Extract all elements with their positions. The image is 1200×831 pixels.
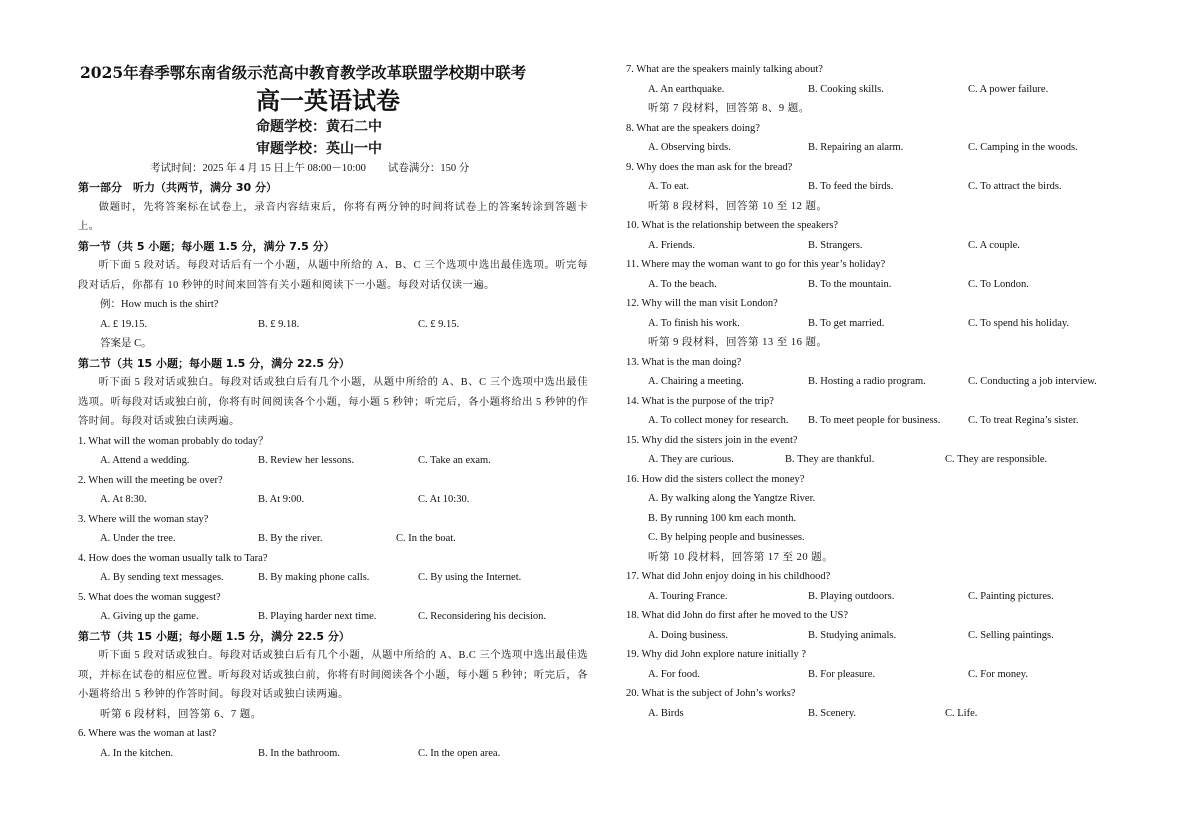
option: A. In the kitchen. [100,747,174,759]
option: B. They are thankful. [785,454,875,465]
example-question: 例：How much is the shirt? [100,299,219,310]
question-text: 3. Where will the woman stay? [78,513,209,525]
example-options [78,315,588,335]
option: A. An earthquake. [648,83,725,95]
option: C. £ 9.15. [418,318,460,330]
question-text: 15. Why did the sisters join in the event? [626,434,798,446]
option: A. They are curious. [648,454,734,465]
question-block [626,119,1146,158]
option: C. Painting pictures. [968,590,1054,602]
option: B. Scenery. [808,707,857,719]
question-text: 5. What does the woman suggest? [78,591,221,603]
option: B. To feed the birds. [808,181,894,192]
option: A. Attend a wedding. [100,455,190,466]
material-6-note: 听第 6 段材料，回答第 6、7 题。 [100,708,262,720]
option: B. Cooking skills. [808,83,884,95]
question-options [626,626,1146,646]
question-options [626,314,1146,334]
option: A. Doing business. [648,629,728,641]
option: C. A power failure. [968,83,1049,95]
option: B. For pleasure. [808,668,876,680]
question-block [626,567,1146,606]
material-9-note: 听第 9 段材料，回答第 13 至 16 题。 [648,337,828,348]
question-options [626,587,1146,607]
question-text: 13. What is the man doing? [626,356,742,368]
section2b-title: 第二节（共 15 小题；每小题 1.5 分，满分 22.5 分） [78,629,350,643]
option: C. In the boat. [396,533,456,544]
question-options [78,607,588,627]
option: A. Friends. [648,239,695,251]
question-block [78,471,588,510]
option: C. Life. [945,707,978,719]
question-options [626,177,1146,197]
option: B. By running 100 km each month. [648,512,797,524]
question-block [626,60,1146,99]
question-text: 9. Why does the man ask for the bread? [626,161,793,173]
option: B. To the mountain. [808,278,892,290]
option: A. Under the tree. [100,533,176,544]
option: C. By helping people and businesses. [648,532,805,543]
question-block [626,392,1146,431]
option: A. Birds [648,707,684,719]
option: B. Review her lessons. [258,455,354,466]
question-text: 16. How did the sisters collect the money? [626,473,805,485]
option: B. By the river. [258,533,323,544]
full-score: 试卷满分：150 分 [387,163,470,174]
question-block [78,432,588,471]
section1-title: 第一节（共 5 小题；每小题 1.5 分，满分 7.5 分） [78,239,335,253]
question-options [626,236,1146,256]
option: B. At 9:00. [258,494,305,505]
question-block [78,510,588,549]
option: A. For food. [648,668,700,680]
question-block [626,255,1146,294]
question-text: 6. Where was the woman at last? [78,728,217,739]
option: B. Playing harder next time. [258,611,377,622]
exam-title: 2025年春季鄂东南省级示范高中教育教学改革联盟学校期中联考 [80,63,527,82]
question-text: 1. What will the woman probably do today？ [78,435,269,447]
option: B. To get married. [808,317,885,329]
question-block [626,216,1146,255]
option: B. £ 9.18. [258,318,300,330]
question-block [626,684,1146,723]
question-options [626,372,1146,392]
question-block [78,588,588,627]
option: C. To London. [968,278,1029,290]
question-block [78,549,588,588]
option: C. They are responsible. [945,454,1048,465]
question-block [626,645,1146,684]
option: C. Take an exam. [418,455,491,466]
option: A. To collect money for research. [648,415,789,426]
material-10-note: 听第 10 段材料，回答第 17 至 20 题。 [648,551,834,563]
option: C. Conducting a job interview. [968,376,1097,387]
option: C. Camping in the woods. [968,142,1078,153]
question-text: 12. Why will the man visit London? [626,298,778,309]
question-options [78,529,588,549]
question-block [626,353,1146,392]
example-answer: 答案是 C。 [100,338,152,349]
option: A. Touring France. [648,590,728,602]
option: C. To treat Regina’s sister. [968,415,1079,426]
part1-intro: 做题时，先将答案标在试卷上，录音内容结束后，你将有两分钟的时间将试卷上的答案转涂到答题卡上。 [78,201,588,232]
option: B. Playing outdoors. [808,590,895,602]
question-options [626,411,1146,431]
option: B. Repairing an alarm. [808,142,904,153]
question-text: 19. Why did John explore nature initially ? [626,649,807,660]
right-column [626,60,1146,723]
option: A. To the beach. [648,278,717,290]
question-options [626,275,1146,295]
option: A. Chairing a meeting. [648,376,744,387]
exam-meta [150,160,588,178]
question-block [626,294,1146,333]
question-text: 4. How does the woman usually talk to Tara? [78,552,268,564]
question-block [626,606,1146,645]
option: B. To meet people for business. [808,415,941,426]
question-text: 18. What did John do first after he moved to the US? [626,610,849,621]
question-text: 17. What did John enjoy doing in his childhood? [626,571,831,582]
section2a-title: 第二节（共 15 小题；每小题 1.5 分，满分 22.5 分） [78,356,350,370]
option: B. In the bathroom. [258,747,340,759]
question-text: 2. When will the meeting be over? [78,474,223,486]
exam-time: 考试时间：2025 年 4 月 15 日上午 08:00－10:00 [150,163,366,174]
option: C. For money. [968,668,1028,680]
option: C. To attract the birds. [968,181,1062,192]
question-options [78,568,588,588]
question-text: 20. What is the subject of John’s works? [626,688,796,699]
question-text: 10. What is the relationship between the speakers? [626,220,839,231]
option: A. To finish his work. [648,317,740,329]
reviewer-school: 审题学校：英山一中 [256,141,382,157]
option: C. In the open area. [418,747,501,759]
question-block [626,158,1146,197]
option: B. Studying animals. [808,629,897,641]
section1-intro: 听下面 5 段对话。每段对话后有一个小题，从题中所给的 A、B、C 三个选项中选出最佳选项。听完每段对话后，你都有 10 秒钟的时间来回答有关小题和阅读下一小题。每段对话仅读一遍。 [78,260,588,291]
option: A. At 8:30. [100,494,147,505]
option: C. A couple. [968,239,1020,251]
option: A. By walking along the Yangtze River. [648,493,816,504]
section2a-intro: 听下面 5 段对话或独白。每段对话或独白后有几个小题，从题中所给的 A、B、C 三个选项中选出最佳选项。听每段对话或独白前，你将有时间阅读各个小题，每小题 5 秒钟；听完后，各小题将给出 5 秒钟的作答时间。每段对话或独白读两遍。 [78,377,588,427]
question-text: 8. What are the speakers doing? [626,122,760,134]
option: C. Reconsidering his decision. [418,611,547,622]
option: B. Hosting a radio program. [808,376,926,387]
question-text: 11. Where may the woman want to go for this year’s holiday? [626,259,886,270]
setter-school: 命题学校：黄石二中 [256,119,382,135]
option: C. By using the Internet. [418,572,522,583]
option: A. By sending text messages. [100,572,224,583]
question-text: 7. What are the speakers mainly talking about? [626,64,823,75]
part1-title: 第一部分 听力（共两节，满分 30 分） [78,181,277,194]
question-options [78,744,588,764]
option: C. At 10:30. [418,494,470,505]
question-options [626,704,1146,724]
option: A. To eat. [648,181,690,192]
option: C. To spend his holiday. [968,317,1070,329]
option: B. By making phone calls. [258,572,370,583]
question-block [626,470,1146,548]
option: A. Giving up the game. [100,611,199,622]
material-7-note: 听第 7 段材料，回答第 8、9 题。 [648,103,810,114]
question-options [626,138,1146,158]
question-options [626,80,1146,100]
option: A. Observing birds. [648,142,731,153]
subject-title: 高一英语试卷 [256,87,400,115]
question-block [626,431,1146,470]
question-text: 14. What is the purpose of the trip? [626,395,774,407]
section2b-intro: 听下面 5 段对话或独白。每段对话或独白后有几个小题，从题中所给的 A、B.C 三个选项中选出最佳选项，并标在试卷的相应位置。听每段对话或独白前，你将有时间阅读各个小题，每小题 5 秒钟；听完后，各小题将给出 5 秒钟的作答时间。每段对话或独白读两遍。 [78,650,588,700]
option: A. £ 19.15. [100,318,147,330]
question-options [626,665,1146,685]
question-options [78,451,588,471]
left-column [78,60,588,763]
material-8-note: 听第 8 段材料，回答第 10 至 12 题。 [648,200,828,212]
question-options [78,490,588,510]
question-block [78,724,588,763]
question-options [626,450,1146,470]
option: C. Selling paintings. [968,629,1054,641]
option: B. Strangers. [808,239,863,251]
